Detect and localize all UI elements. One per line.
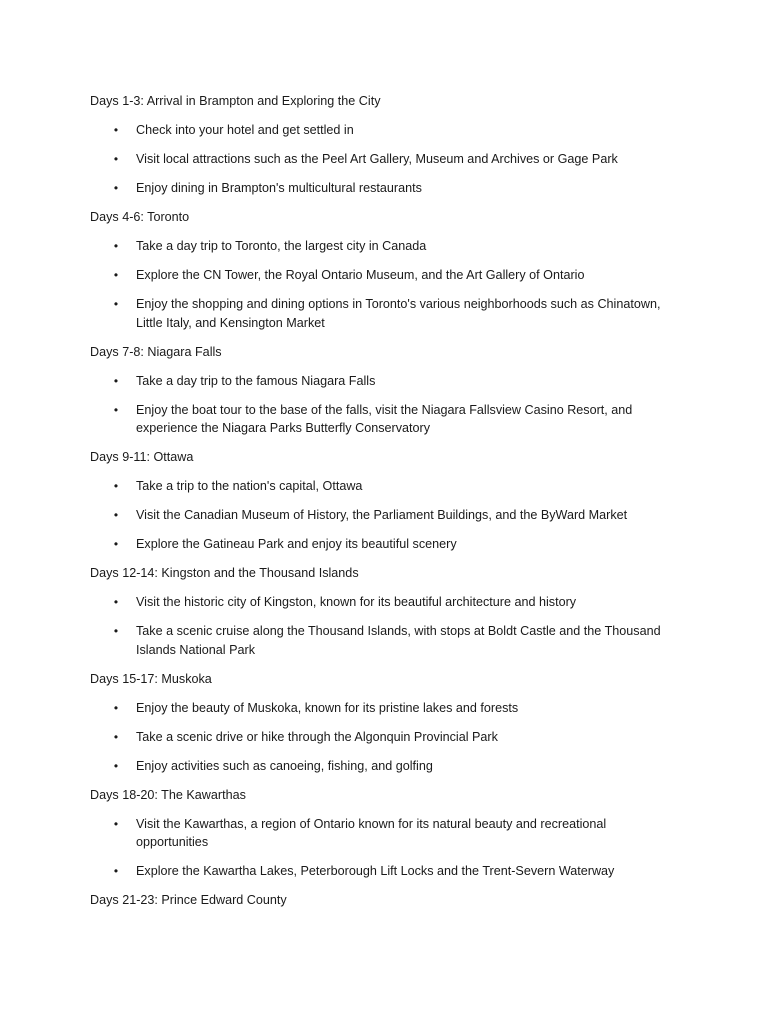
bullet-list (90, 815, 680, 881)
list-item (90, 593, 680, 612)
list-item (90, 728, 680, 747)
list-item-text: Enjoy the beauty of Muskoka, known for its pristine lakes and forests (136, 700, 519, 715)
bullet-icon (111, 728, 121, 747)
list-item (90, 815, 680, 852)
list-item-text: Take a scenic cruise along the Thousand Islands, with stops at Boldt Castle and the Thousand Islands National Park (136, 624, 661, 657)
list-item (90, 535, 680, 554)
section-heading: Days 1-3: Arrival in Brampton and Exploring the City (90, 94, 381, 108)
itinerary-section-days-7-8 (90, 343, 680, 438)
list-item-text: Enjoy activities such as canoeing, fishing, and golfing (136, 758, 433, 773)
list-item-text: Visit the Kawarthas, a region of Ontario known for its natural beauty and recreational opportunities (136, 816, 607, 849)
list-item (90, 372, 680, 391)
bullet-list (90, 372, 680, 438)
list-item-text: Take a day trip to the famous Niagara Falls (136, 373, 376, 388)
itinerary-section-days-18-20 (90, 786, 680, 881)
list-item (90, 150, 680, 169)
section-heading: Days 12-14: Kingston and the Thousand Islands (90, 566, 359, 580)
itinerary-section-days-12-14 (90, 564, 680, 659)
list-item-text: Explore the Gatineau Park and enjoy its beautiful scenery (136, 537, 457, 551)
bullet-icon (111, 121, 121, 140)
bullet-list (90, 121, 680, 198)
section-heading: Days 7-8: Niagara Falls (90, 344, 222, 359)
bullet-icon (111, 295, 121, 314)
section-heading: Days 9-11: Ottawa (90, 450, 194, 464)
bullet-list (90, 237, 680, 332)
bullet-icon (111, 593, 121, 612)
list-item-text: Take a scenic drive or hike through the Algonquin Provincial Park (136, 729, 498, 744)
list-item (90, 699, 680, 718)
list-item (90, 506, 680, 525)
itinerary-section-days-21-23 (90, 891, 680, 910)
list-item (90, 295, 680, 332)
itinerary (90, 92, 680, 920)
list-item-text: Visit the historic city of Kingston, known for its beautiful architecture and history (136, 595, 577, 609)
itinerary-section-days-1-3 (90, 92, 680, 198)
list-item (90, 266, 680, 285)
list-item-text: Enjoy dining in Brampton's multicultural restaurants (136, 181, 422, 195)
bullet-icon (111, 757, 121, 776)
bullet-icon (111, 477, 121, 496)
bullet-icon (111, 266, 121, 285)
list-item-text: Explore the CN Tower, the Royal Ontario Museum, and the Art Gallery of Ontario (136, 268, 585, 282)
section-heading: Days 21-23: Prince Edward County (90, 893, 287, 907)
list-item-text: Visit the Canadian Museum of History, the Parliament Buildings, and the ByWard Market (136, 508, 628, 522)
section-heading: Days 15-17: Muskoka (90, 671, 212, 686)
list-item (90, 477, 680, 496)
bullet-icon (111, 401, 121, 420)
bullet-icon (111, 150, 121, 169)
bullet-icon (111, 862, 121, 881)
bullet-icon (111, 815, 121, 834)
list-item (90, 121, 680, 140)
bullet-list (90, 593, 680, 659)
list-item (90, 237, 680, 256)
list-item (90, 622, 680, 659)
bullet-icon (111, 237, 121, 256)
bullet-icon (111, 535, 121, 554)
list-item-text: Take a day trip to Toronto, the largest city in Canada (136, 239, 427, 253)
list-item-text: Enjoy the shopping and dining options in Toronto's various neighborhoods such as Chinatown, Little Italy, and Kensington Market (136, 297, 661, 330)
bullet-icon (111, 699, 121, 718)
section-heading: Days 4-6: Toronto (90, 210, 190, 224)
list-item-text: Explore the Kawartha Lakes, Peterborough Lift Locks and the Trent-Severn Waterway (136, 864, 615, 878)
list-item-text: Enjoy the boat tour to the base of the falls, visit the Niagara Fallsview Casino Resort, and experience the Niagara Parks Butterfly Conservatory (136, 402, 633, 435)
section-heading: Days 18-20: The Kawarthas (90, 787, 246, 802)
list-item (90, 179, 680, 198)
bullet-list (90, 477, 680, 554)
itinerary-section-days-15-17 (90, 670, 680, 776)
list-item (90, 757, 680, 776)
list-item (90, 401, 680, 438)
list-item (90, 862, 680, 881)
itinerary-section-days-4-6 (90, 208, 680, 332)
bullet-icon (111, 506, 121, 525)
list-item-text: Check into your hotel and get settled in (136, 123, 354, 137)
bullet-list (90, 699, 680, 776)
bullet-icon (111, 622, 121, 641)
list-item-text: Visit local attractions such as the Peel Art Gallery, Museum and Archives or Gage Park (136, 152, 618, 166)
bullet-icon (111, 372, 121, 391)
bullet-icon (111, 179, 121, 198)
itinerary-section-days-9-11 (90, 448, 680, 554)
list-item-text: Take a trip to the nation's capital, Ottawa (136, 479, 363, 493)
